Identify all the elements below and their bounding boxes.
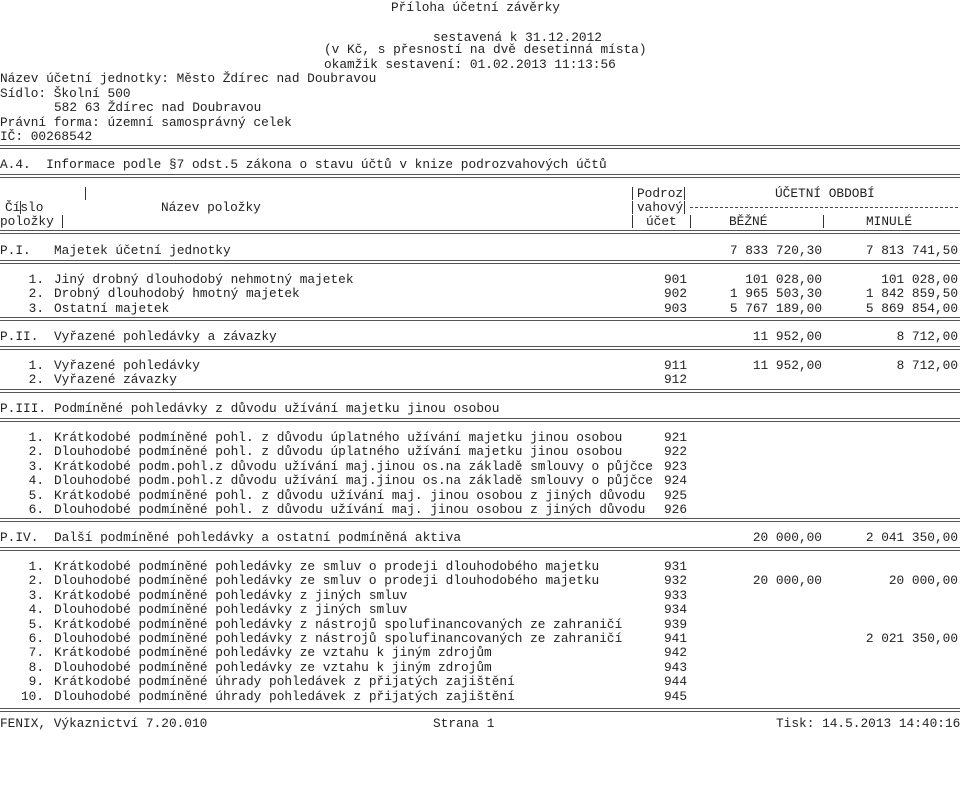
period-divider-line [690,207,958,208]
item-name: Krátkodobé podmíněné pohl. z důvodu užívání maj. jinou osobou z jiných důvodu [54,488,646,503]
item-name: Krátkodobé podmíněné úhrady pohledávek z přijatých zajištění [54,674,515,689]
item-account: 945 [664,689,688,704]
item-account: 926 [664,502,688,517]
report-title-row [0,0,960,15]
item-number: 4. [28,473,44,488]
section-current-value: 11 952,00 [752,329,822,344]
item-name: Dlouhodobé podmíněné pohl. z důvodu užívání maj. jinou osobou z jiných důvodu [54,502,646,517]
entity-seat-row [0,86,960,101]
item-account: 933 [664,588,688,603]
separator [0,174,960,179]
section-header-row [0,401,960,416]
separator [0,346,960,351]
item-account: 912 [664,372,688,387]
item-name: Dlouhodobé podmíněné pohledávky ze vztahu k jiným zdrojům [54,660,492,675]
item-name: Dlouhodobé podmíněné pohledávky z nástrojů spolufinancovaných ze zahraničí [54,631,623,646]
section-title-row [0,157,960,172]
item-previous-value: 8 712,00 [896,358,958,373]
table-row [0,286,960,301]
item-name: Dlouhodobé podmíněné pohledávky ze smluv o prodeji dlouhodobého majetku [54,573,600,588]
entity-legal-form: Právní forma: územní samosprávný celek [0,115,292,130]
entity-legal-form-row [0,115,960,130]
table-row [0,631,960,646]
table-row [0,617,960,632]
item-account: 941 [664,631,688,646]
item-name: Dlouhodobé podmíněné pohl. z důvodu úplatného užívání majetku jinou osobou [54,444,623,459]
account-header-top: Podroz [637,186,684,201]
item-number: 10. [20,689,44,704]
separator [0,230,960,235]
item-number: 7. [28,645,44,660]
item-account: 939 [664,617,688,632]
item-number: 8. [28,660,44,675]
name-header: Název položky [161,200,261,215]
item-account: 901 [664,272,688,287]
item-previous-value: 5 869 854,00 [865,301,958,316]
separator [0,389,960,394]
item-account: 902 [664,286,688,301]
item-account: 944 [664,674,688,689]
item-name: Dlouhodobé podm.pohl.z důvodu užívání maj.jinou os.na základě smlouvy o půjčce [54,473,653,488]
item-name: Krátkodobé podmíněné pohledávky ze vztahu k jiným zdrojům [54,645,492,660]
section-title-text: Podmíněné pohledávky z důvodu užívání majetku jinou osobou [54,401,500,416]
footer-page: Strana 1 [433,716,495,731]
item-name: Dlouhodobé podmíněné úhrady pohledávek z přijatých zajištění [54,689,515,704]
section-title: A.4. Informace podle §7 odst.5 zákona o stavu účtů v knize podrozvahových účtů [0,157,607,172]
item-name: Vyřazené pohledávky [54,358,200,373]
table-row [0,488,960,503]
compile-moment-row [0,57,960,72]
item-account: 942 [664,645,688,660]
item-name: Jiný drobný dlouhodobý nehmotný majetek [54,272,354,287]
item-name: Krátkodobé podmíněné pohl. z důvodu úplatného užívání majetku jinou osobou [54,430,623,445]
item-account: 931 [664,559,688,574]
item-name: Vyřazené závazky [54,372,177,387]
item-number: 6. [28,631,44,646]
entity-id: IČ: 00268542 [0,129,93,144]
entity-address: 582 63 Ždírec nad Doubravou [54,100,262,115]
item-previous-value: 1 842 859,50 [865,286,958,301]
item-number: 4. [28,602,44,617]
item-current-value: 1 965 503,30 [729,286,822,301]
separator [0,418,960,423]
header-row-3 [0,214,960,229]
item-number: 1. [28,358,44,373]
table-row [0,588,960,603]
account-header-bottom: účet [646,214,677,229]
item-name: Krátkodobé podmíněné pohledávky z nástrojů spolufinancovaných ze zahraničí [54,617,623,632]
item-name: Dlouhodobé podmíněné pohledávky z jiných smluv [54,602,408,617]
table-row [0,559,960,574]
table-row [0,602,960,617]
table-row [0,502,960,517]
section-code: P.IV. [0,530,39,545]
table-row [0,473,960,488]
item-account: 922 [664,444,688,459]
table-row [0,444,960,459]
section-code: P.III. [0,401,47,416]
separator [0,708,960,713]
item-previous-value: 20 000,00 [888,573,958,588]
separator [0,518,960,523]
table-row [0,674,960,689]
entity-name-row [0,71,960,86]
item-name: Drobný dlouhodobý hmotný majetek [54,286,300,301]
item-number: 9. [28,674,44,689]
table-row [0,689,960,704]
table-row [0,645,960,660]
compiled-as-of: sestavená k 31.12.2012 [433,30,602,45]
item-current-value: 20 000,00 [752,573,822,588]
separator [0,260,960,265]
period-header: ÚČETNÍ OBDOBÍ [775,186,875,201]
item-account: 923 [664,459,688,474]
item-account: 911 [664,358,688,373]
item-current-value: 5 767 189,00 [729,301,822,316]
section-title-text: Další podmíněné pohledávky a ostatní podmíněná aktiva [54,530,462,545]
precision-note-row [0,42,960,57]
item-account: 932 [664,573,688,588]
table-row [0,272,960,287]
section-code: P.II. [0,329,39,344]
item-account: 925 [664,488,688,503]
item-number: 6. [28,502,44,517]
item-name: Krátkodobé podmíněné pohledávky ze smluv o prodeji dlouhodobého majetku [54,559,600,574]
item-name: Krátkodobé podmíněné pohledávky z jiných smluv [54,588,408,603]
item-name: Krátkodobé podm.pohl.z důvodu užívání maj.jinou os.na základě smlouvy o půjčce [54,459,653,474]
section-title-text: Majetek účetní jednotky [54,243,231,258]
item-account: 903 [664,301,688,316]
table-row [0,430,960,445]
separator [0,317,960,322]
item-previous-value: 101 028,00 [881,272,958,287]
item-number: 1. [28,430,44,445]
item-number: 5. [28,488,44,503]
item-previous-value: 2 021 350,00 [865,631,958,646]
separator [0,547,960,552]
item-number: 3. [28,301,44,316]
item-current-value: 101 028,00 [745,272,822,287]
footer-printed: Tisk: 14.5.2013 14:40:16 [776,716,960,731]
section-code: P.I. [0,243,31,258]
header-row-1 [0,186,960,201]
entity-name: Název účetní jednotky: Město Ždírec nad Doubravou [0,71,377,86]
section-current-value: 7 833 720,30 [729,243,822,258]
section-header-row [0,329,960,344]
footer-software: FENIX, Výkaznictví 7.20.010 [0,716,208,731]
section-header-row [0,243,960,258]
entity-address-row [0,100,960,115]
report-title: Příloha účetní závěrky [391,0,560,15]
entity-id-row [0,129,960,144]
item-account: 921 [664,430,688,445]
footer-row [0,716,960,731]
item-number: 3. [28,588,44,603]
item-account: 943 [664,660,688,675]
table-row [0,372,960,387]
current-header: BĚŽNÉ [729,214,768,229]
item-name: Ostatní majetek [54,301,170,316]
separator [0,145,960,150]
number-header-bottom: položky [0,214,54,229]
table-row [0,573,960,588]
item-number: 1. [28,272,44,287]
item-number: 2. [28,286,44,301]
table-row [0,358,960,373]
section-previous-value: 8 712,00 [896,329,958,344]
entity-seat: Sídlo: Školní 500 [0,86,131,101]
table-row [0,301,960,316]
table-row [0,660,960,675]
previous-header: MINULÉ [866,214,913,229]
compile-moment: okamžik sestavení: 01.02.2013 11:13:56 [324,57,616,72]
table-row [0,459,960,474]
item-account: 924 [664,473,688,488]
section-previous-value: 7 813 741,50 [865,243,958,258]
item-current-value: 11 952,00 [752,358,822,373]
item-number: 2. [28,573,44,588]
section-header-row [0,530,960,545]
section-previous-value: 2 041 350,00 [865,530,958,545]
item-number: 1. [28,559,44,574]
item-account: 934 [664,602,688,617]
number-header-top: Číslo [5,200,44,215]
item-number: 2. [28,444,44,459]
item-number: 3. [28,459,44,474]
item-number: 2. [28,372,44,387]
precision-note: (v Kč, s přesností na dvě desetinná místa) [324,42,647,57]
account-header-mid: vahový [637,200,684,215]
section-current-value: 20 000,00 [752,530,822,545]
item-number: 5. [28,617,44,632]
section-title-text: Vyřazené pohledávky a závazky [54,329,277,344]
